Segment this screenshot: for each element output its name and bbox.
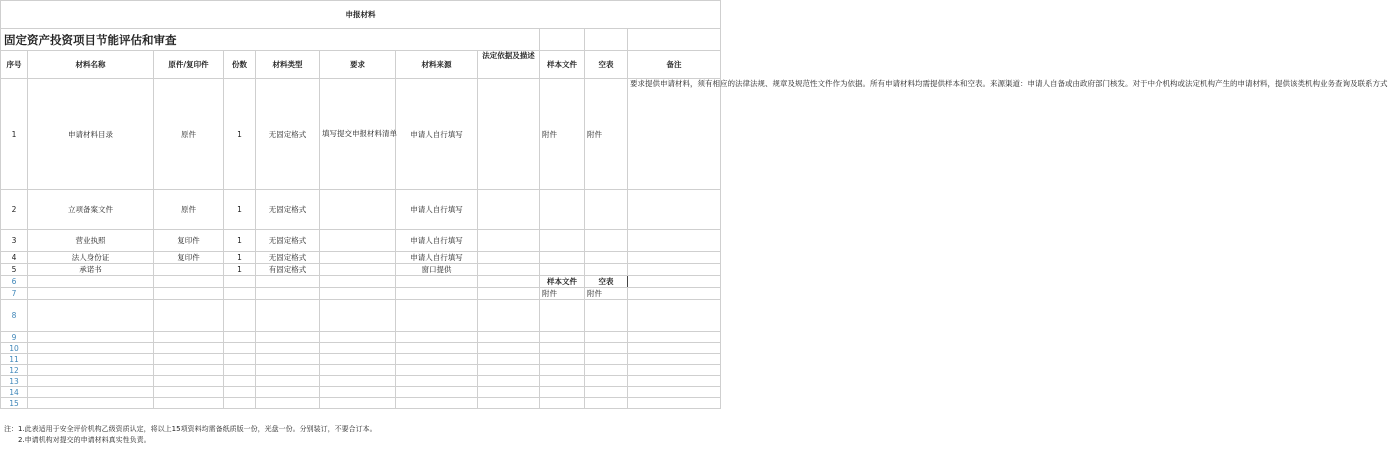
footnote [4, 424, 377, 446]
count: 1 [224, 230, 256, 252]
material-source: 申请人自行填写 [396, 252, 478, 264]
requirement: 填写提交申报材料清单 [320, 79, 396, 190]
row-no: 6 [1, 276, 28, 288]
orig-copy [154, 264, 224, 276]
table-row [1, 365, 721, 376]
material-name-link[interactable]: 承诺书 [28, 264, 154, 276]
sub-header-sample: 样本文件 [540, 276, 585, 288]
table-row [1, 387, 721, 398]
row-no: 10 [1, 343, 28, 354]
material-source: 申请人自行填写 [396, 79, 478, 190]
header-requirement: 要求 [320, 51, 396, 79]
header-blank: 空表 [585, 51, 628, 79]
sub-sample-link[interactable]: 附件 [540, 288, 585, 300]
count: 1 [224, 190, 256, 230]
orig-copy: 原件 [154, 79, 224, 190]
table-row [1, 398, 721, 409]
header-basis: 法定依据及描述 [478, 51, 540, 79]
page-title: 申报材料 [1, 1, 721, 29]
material-name-link[interactable]: 申请材料目录 [28, 79, 154, 190]
table-row [1, 276, 721, 288]
material-source: 申请人自行填写 [396, 230, 478, 252]
table-row [1, 190, 721, 230]
material-name-link[interactable]: 立项备案文件 [28, 190, 154, 230]
table-row [1, 376, 721, 387]
material-type: 有固定格式 [256, 264, 320, 276]
count: 1 [224, 79, 256, 190]
count: 1 [224, 252, 256, 264]
table-row [1, 354, 721, 365]
table-row [1, 288, 721, 300]
row-no: 7 [1, 288, 28, 300]
row-no: 13 [1, 376, 28, 387]
table-row [1, 79, 721, 190]
header-original-copy: 原件/复印件 [154, 51, 224, 79]
material-name-link[interactable]: 营业执照 [28, 230, 154, 252]
orig-copy: 复印件 [154, 230, 224, 252]
material-source: 申请人自行填写 [396, 190, 478, 230]
row-no: 8 [1, 300, 28, 332]
material-type: 无固定格式 [256, 79, 320, 190]
basis [478, 79, 540, 190]
footnote-line-2: 2.申请机构对提交的申请材料真实性负责。 [18, 436, 151, 444]
header-no: 序号 [1, 51, 28, 79]
material-name-link[interactable]: 法人身份证 [28, 252, 154, 264]
header-remark: 备注 [628, 51, 721, 79]
sheet-subtitle: 固定资产投资项目节能评估和审查 [1, 29, 540, 51]
material-source: 窗口提供 [396, 264, 478, 276]
count: 1 [224, 264, 256, 276]
table-row [1, 264, 721, 276]
header-sample: 样本文件 [540, 51, 585, 79]
table-row [1, 230, 721, 252]
header-count: 份数 [224, 51, 256, 79]
row-no: 1 [1, 79, 28, 190]
row-no: 3 [1, 230, 28, 252]
table-row [1, 252, 721, 264]
header-row [1, 51, 721, 79]
material-type: 无固定格式 [256, 252, 320, 264]
table-row [1, 300, 721, 332]
sub-blank-link[interactable]: 附件 [585, 288, 628, 300]
header-source: 材料来源 [396, 51, 478, 79]
remark-note: 要求提供申请材料，须有相应的法律法规、规章及规范性文件作为依据。所有申请材料均需提供样本和空表。来源渠道：申请人自备或由政府部门核发。对于中介机构或法定机构产生的申请材料，提供该类机构业务查询及联系方式 [628, 79, 721, 190]
row-no: 4 [1, 252, 28, 264]
sample-file-link[interactable]: 附件 [540, 79, 585, 190]
row-no: 11 [1, 354, 28, 365]
row-no: 14 [1, 387, 28, 398]
row-no: 5 [1, 264, 28, 276]
orig-copy: 原件 [154, 190, 224, 230]
blank-form-link[interactable]: 附件 [585, 79, 628, 190]
table-row [1, 332, 721, 343]
row-no: 15 [1, 398, 28, 409]
table-row [1, 343, 721, 354]
orig-copy: 复印件 [154, 252, 224, 264]
header-name: 材料名称 [28, 51, 154, 79]
footnote-line-1: 注：1.此表适用于安全评价机构乙级资质认定，将以上15项资料均需备纸质版一份，光盘一份。分别装订，不要合订本。 [4, 425, 377, 433]
material-type: 无固定格式 [256, 230, 320, 252]
row-no: 9 [1, 332, 28, 343]
row-no: 12 [1, 365, 28, 376]
row-no: 2 [1, 190, 28, 230]
header-type: 材料类型 [256, 51, 320, 79]
sub-header-blank: 空表 [585, 276, 628, 288]
material-type: 无固定格式 [256, 190, 320, 230]
